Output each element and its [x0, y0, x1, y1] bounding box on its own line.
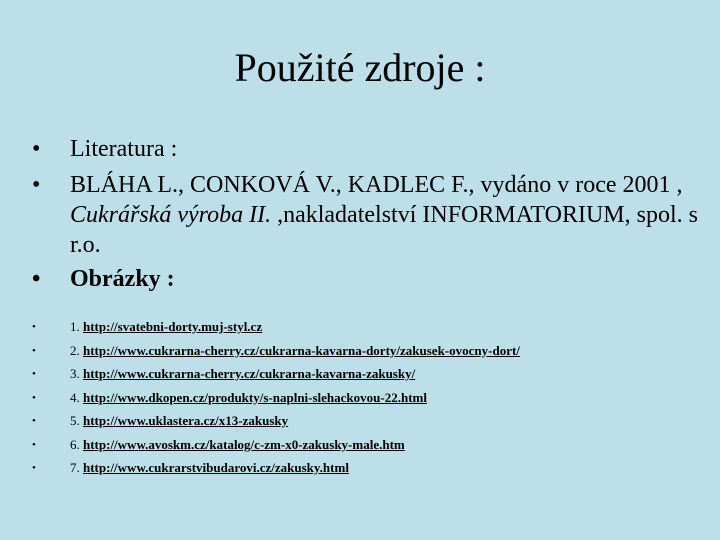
citation-publisher: ,nakladatelství INFORMATORIUM, spol. s r.o.	[70, 202, 698, 258]
bullet-dot: •	[32, 438, 36, 451]
link-item	[30, 362, 710, 386]
image-link-list	[30, 315, 710, 480]
link-number: 7.	[70, 460, 80, 475]
source-link[interactable]: http://svatebni-dorty.muj-styl.cz	[83, 319, 263, 334]
source-link[interactable]: http://www.cukrarna-cherry.cz/cukrarna-kavarna-zakusky/	[83, 366, 416, 381]
link-item	[30, 386, 710, 410]
source-list	[30, 134, 710, 300]
link-item	[30, 433, 710, 457]
source-link[interactable]: http://www.cukrarna-cherry.cz/cukrarna-kavarna-dorty/zakusek-ovocny-dort/	[83, 342, 520, 358]
link-item	[30, 409, 710, 433]
literature-label: Literatura :	[70, 136, 178, 162]
citation-authors: BLÁHA L., CONKOVÁ V., KADLEC F., vydáno v roce 2001 ,	[70, 172, 683, 198]
bullet-dot: •	[32, 266, 41, 292]
source-link[interactable]: http://www.uklastera.cz/x13-zakusky	[83, 413, 289, 428]
bullet-dot: •	[32, 368, 36, 380]
bullet-dot: •	[32, 415, 36, 427]
slide-title: Použité zdroje :	[234, 45, 486, 90]
images-label: Obrázky :	[70, 266, 175, 292]
link-item	[30, 339, 710, 363]
source-link[interactable]: http://www.dkopen.cz/produkty/s-naplni-slehackovou-22.html	[83, 389, 427, 405]
bullet-dot: •	[32, 344, 36, 357]
link-number: 4.	[70, 389, 80, 405]
bullet-dot: •	[32, 462, 36, 474]
link-item	[30, 456, 710, 480]
bullet-dot: •	[32, 172, 41, 198]
source-link[interactable]: http://www.cukrarstvibudarovi.cz/zakusky.html	[83, 460, 349, 475]
link-item	[30, 315, 710, 339]
bullet-literature	[30, 134, 710, 164]
bullet-images	[30, 264, 710, 294]
bullet-dot: •	[32, 136, 41, 162]
bullet-dot: •	[32, 321, 36, 333]
bullet-dot: •	[32, 391, 36, 404]
bullet-citation	[30, 170, 710, 260]
link-number: 6.	[70, 436, 80, 452]
citation-book-title: Cukrářská výroba II.	[70, 202, 272, 228]
link-number: 1.	[70, 319, 80, 334]
link-number: 5.	[70, 413, 80, 428]
link-number: 3.	[70, 366, 80, 381]
link-number: 2.	[70, 342, 80, 358]
source-link[interactable]: http://www.avoskm.cz/katalog/c-zm-x0-zakusky-male.htm	[83, 436, 405, 452]
